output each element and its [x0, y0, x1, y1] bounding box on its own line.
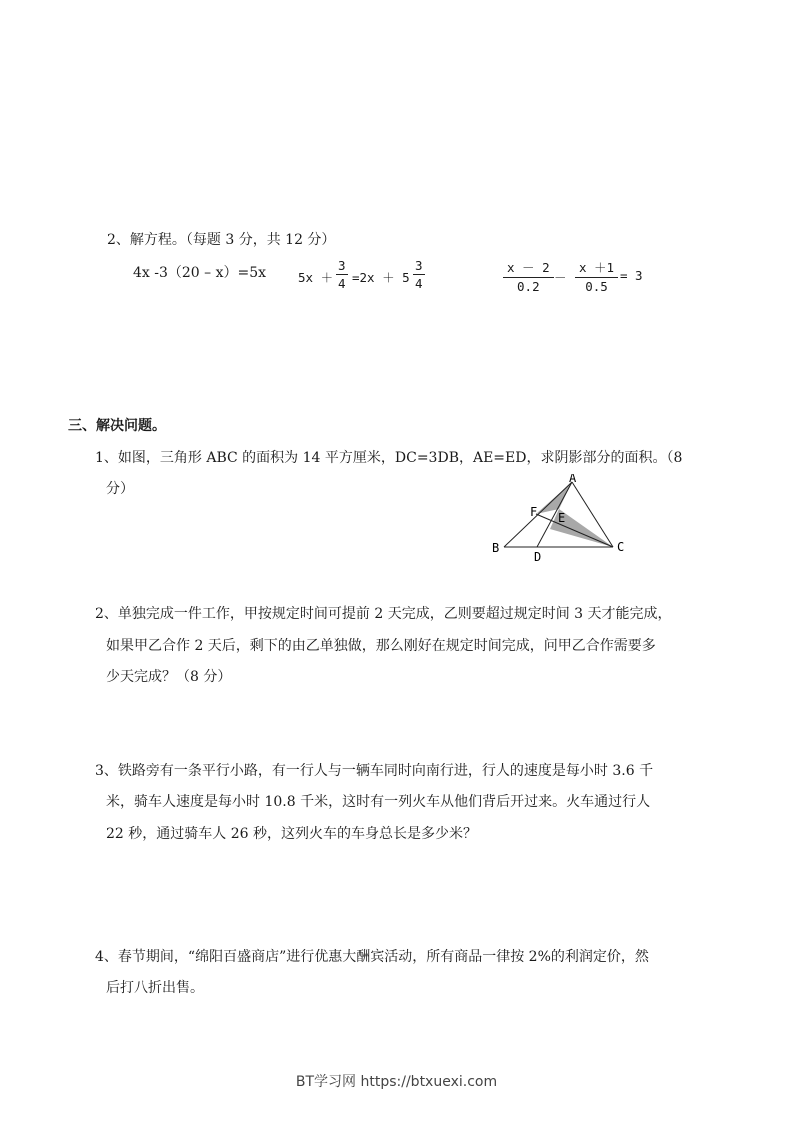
equation-2-fraction-2	[413, 258, 425, 291]
equation-2-lhs: 5x ＋	[298, 270, 334, 285]
footer-watermark: BT学习网 https://btxuexi.com	[295, 1074, 498, 1090]
label-b: B	[492, 541, 500, 555]
equation-3-fraction-1	[503, 258, 554, 294]
question-4-line-2: 后打八折出售。	[106, 980, 204, 996]
question-2-line-2: 如果甲乙合作 2 天后，剩下的由乙单独做，那么刚好在规定时间完成，问甲乙合作需要多	[106, 638, 656, 654]
segment-cf	[536, 514, 613, 547]
equation-3-minus: －	[554, 270, 567, 285]
fraction-numerator: 3	[415, 258, 423, 273]
equation-2-middle: =2x ＋ 5	[352, 270, 410, 285]
question-3-line-2: 米，骑车人速度是每小时 10.8 千米，这时有一列火车从他们背后开过来。火车通过行人	[106, 794, 651, 810]
label-d: D	[534, 550, 542, 564]
label-a: A	[569, 474, 577, 485]
label-e: E	[558, 511, 566, 525]
question-2-line-1: 2、单独完成一件工作，甲按规定时间可提前 2 天完成，乙则要超过规定时间 3 天才能完成，	[95, 606, 672, 622]
question-4-line-1: 4、春节期间，“绵阳百盛商店”进行优惠大酬宾活动，所有商品一律按 2%的利润定价，然	[95, 949, 649, 965]
fraction-numerator: 3	[338, 258, 346, 273]
question-1-line-1: 1、如图，三角形 ABC 的面积为 14 平方厘米，DC=3DB，AE=ED，求阴影部分的面积。（8	[95, 450, 683, 466]
label-c: C	[617, 540, 625, 554]
question-3-line-3: 22 秒，通过骑车人 26 秒，这列火车的车身总长是多少米？	[106, 826, 477, 842]
fraction-numerator: x － 2	[503, 258, 554, 278]
triangle-figure	[488, 474, 638, 566]
fraction-numerator: x ＋1	[575, 258, 618, 278]
equation-2-fraction-1	[336, 258, 348, 291]
equation-1: 4x -3（20 – x）=5x	[133, 265, 267, 281]
question-2-line-3: 少天完成？（8 分）	[106, 669, 232, 685]
section-3-heading: 三、解决问题。	[68, 418, 166, 434]
question-3-line-1: 3、铁路旁有一条平行小路，有一行人与一辆车同时向南行进，行人的速度是每小时 3.6 千	[95, 763, 654, 779]
fraction-denominator: 4	[415, 276, 423, 291]
section-2-heading: 2、解方程。（每题 3 分，共 12 分）	[107, 232, 336, 248]
fraction-denominator: 4	[338, 276, 346, 291]
equation-3-fraction-2	[575, 258, 618, 294]
fraction-denominator: 0.5	[585, 279, 608, 294]
label-f: F	[530, 505, 538, 519]
equation-3-rhs: = 3	[620, 268, 643, 283]
question-1-line-2: 分）	[106, 481, 134, 497]
fraction-denominator: 0.2	[517, 279, 540, 294]
